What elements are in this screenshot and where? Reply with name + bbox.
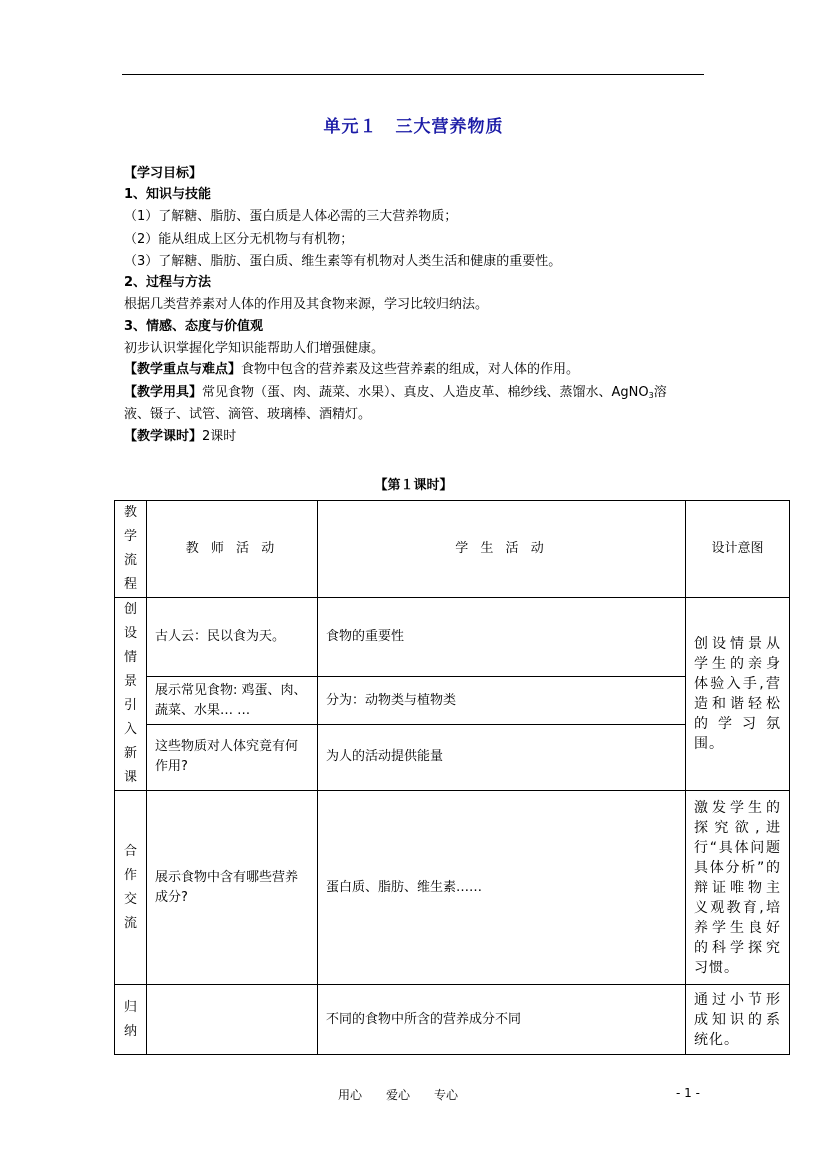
table-header-row	[115, 501, 790, 598]
header-rule	[122, 74, 704, 75]
table-row	[115, 598, 790, 677]
teaching-tools	[124, 383, 667, 406]
design-intent: 激发学生的探究欲,进行“具体问题具体分析”的辩证唯物主义观教育,培养学生良好的科学探究习惯。	[686, 791, 790, 985]
teacher-activity	[147, 985, 318, 1055]
section-process-title: 2、过程与方法	[124, 275, 212, 290]
tools-text-cont: 液、镊子、试管、滴管、玻璃棒、酒精灯。	[124, 407, 372, 422]
teaching-hours	[124, 427, 236, 447]
objective-item: （2）能从组成上区分无机物与有机物；	[124, 232, 354, 247]
teacher-activity: 展示食物中含有哪些营养成分?	[147, 791, 318, 985]
stage-intro: 创设情景引入新课	[115, 598, 147, 791]
tools-text-end: 溶	[653, 385, 667, 400]
objectives-heading: 【学习目标】	[124, 166, 203, 181]
footer-motto: 用心 爱心 专心	[338, 1088, 459, 1102]
tools-label: 【教学用具】	[124, 385, 203, 400]
unit-title: 单元１ 三大营养物质	[323, 117, 504, 137]
lesson-title: 【第１课时】	[374, 478, 453, 493]
stage-summary: 归纳	[115, 985, 147, 1055]
header-stage: 教学流程	[115, 501, 147, 598]
header-student: 学 生 活 动	[318, 501, 686, 598]
teacher-activity: 展示常见食物: 鸡蛋、肉、蔬菜、水果… …	[147, 677, 318, 724]
section-attitude-title: 3、情感、态度与价值观	[124, 319, 264, 334]
hours-label: 【教学课时】	[124, 429, 203, 444]
objective-item: （1）了解糖、脂肪、蛋白质是人体必需的三大营养物质；	[124, 209, 458, 224]
tools-subscript: 3	[648, 391, 654, 400]
student-activity: 蛋白质、脂肪、维生素……	[318, 791, 686, 985]
design-intent: 创设情景从学生的亲身体验入手,营造和谐轻松的学习氛围。	[686, 598, 790, 791]
table-row	[115, 985, 790, 1055]
stage-cooperate: 合作交流	[115, 791, 147, 985]
tools-text: 常见食物（蛋、肉、蔬菜、水果）、真皮、人造皮革、棉纱线、蒸馏水、AgNO	[202, 385, 649, 400]
student-activity: 不同的食物中所含的营养成分不同	[318, 985, 686, 1055]
student-activity: 食物的重要性	[318, 598, 686, 677]
teacher-activity: 这些物质对人体究竟有何作用?	[147, 724, 318, 790]
design-intent: 通过小节形成知识的系统化。	[686, 985, 790, 1055]
key-points-label: 【教学重点与难点】	[124, 362, 242, 377]
section-knowledge-title: 1、知识与技能	[124, 187, 212, 202]
teacher-activity: 古人云：民以食为天。	[147, 598, 318, 677]
objective-item: （3）了解糖、脂肪、蛋白质、维生素等有机物对人类生活和健康的重要性。	[124, 254, 562, 269]
key-points	[124, 360, 579, 380]
section-attitude-text: 初步认识掌握化学知识能帮助人们增强健康。	[124, 341, 385, 356]
section-process-text: 根据几类营养素对人体的作用及其食物来源，学习比较归纳法。	[124, 297, 489, 312]
key-points-text: 食物中包含的营养素及这些营养素的组成，对人体的作用。	[241, 362, 580, 377]
page-number: - 1 -	[676, 1086, 700, 1100]
hours-text: 2课时	[202, 429, 237, 444]
lesson-plan-table	[114, 500, 790, 1055]
header-teacher: 教 师 活 动	[147, 501, 318, 598]
student-activity: 为人的活动提供能量	[318, 724, 686, 790]
header-design: 设计意图	[686, 501, 790, 598]
table-row	[115, 791, 790, 985]
student-activity: 分为：动物类与植物类	[318, 677, 686, 724]
